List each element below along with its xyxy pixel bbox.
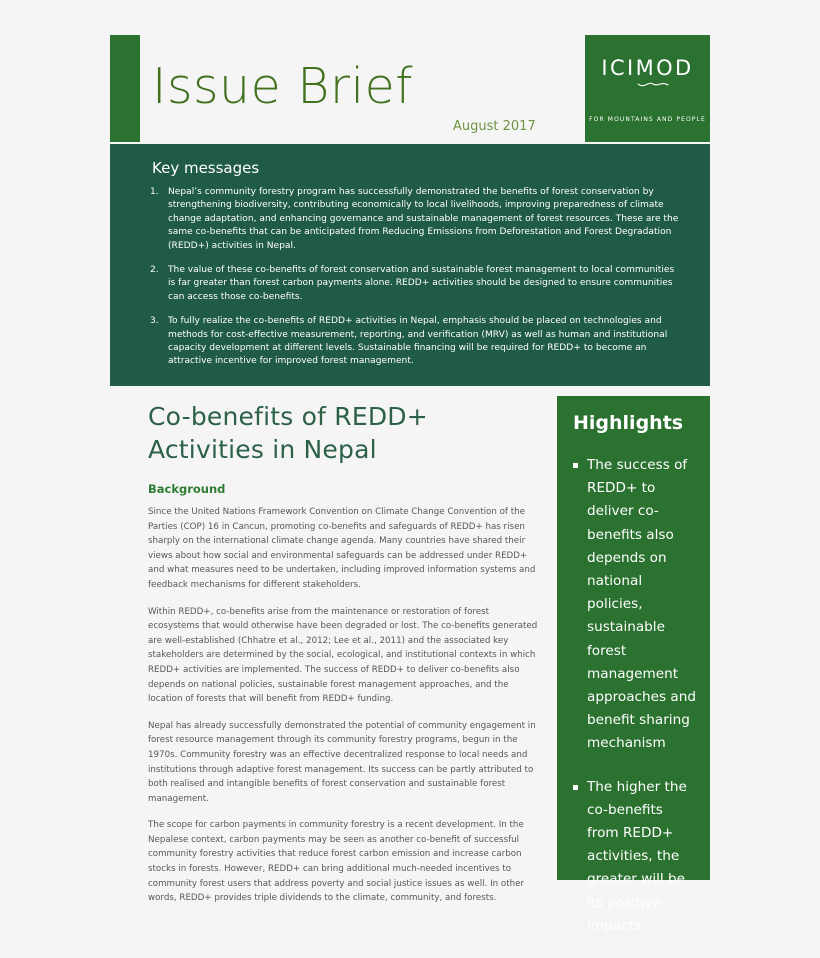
key-message-text: The value of these co-benefits of forest conservation and sustainable forest management to local communities is far greater than forest carbon payments alone. REDD+ activities should be designed to ensure communities can access those co-benefits. <box>168 265 675 302</box>
section-heading-background: Background <box>148 482 226 496</box>
key-messages-panel <box>110 144 710 386</box>
header-accent-stripe <box>110 35 140 142</box>
article-paragraph: Within REDD+, co-benefits arise from the maintenance or restoration of forest ecosystems that would otherwise have been degraded or lost. The co-benefits generated are well-established (Chhatre et al., 2012; Lee et al., 2011) and the associated key stakeholders are determined by the social, ecological, and institutional contexts in which REDD+ activities are implemented. The success of REDD+ to deliver co-benefits also depends on national policies, sustainable forest management approaches, and the location of forests that will benefit from REDD+ funding. <box>148 606 538 705</box>
highlight-text: The success of REDD+ to deliver co-benefits also depends on national policies, sustainable forest management approaches and benefit sharing mechanism <box>587 457 696 752</box>
article-paragraph: Nepal has already successfully demonstrated the potential of community engagement in forest resource management through its community forestry programs, begun in the 1970s. Community forestry was an effective decentralized response to local needs and institutions through adaptive forest management. Its success can be partly attributed to both realised and intangible benefits of forest conservation and sustainable forest management. <box>148 720 536 804</box>
icimod-tagline: FOR MOUNTAINS AND PEOPLE <box>589 116 706 123</box>
key-messages-list <box>150 186 680 380</box>
icimod-logo-block <box>585 35 710 142</box>
issue-date: August 2017 <box>453 119 536 134</box>
article-paragraph: The scope for carbon payments in community forestry is a recent development. In the Nepalese context, carbon payments may be seen as another co-benefit of successful community forestry activities that reduce forest carbon emission and increase carbon stocks in forests. However, REDD+ can bring additional much-needed incentives to community forest users that address poverty and social justice issues as well. In other words, REDD+ provides triple dividends to the climate, community, and forests. <box>148 820 525 904</box>
icimod-wordmark: ICIMOD <box>601 56 694 80</box>
highlights-list <box>573 454 698 958</box>
key-message-item <box>150 186 680 253</box>
document-header <box>110 35 710 142</box>
key-messages-heading: Key messages <box>152 159 260 177</box>
highlight-item <box>573 776 698 938</box>
square-bullet-icon <box>573 785 578 790</box>
highlights-heading: Highlights <box>573 412 684 434</box>
key-message-number: 3. <box>150 316 159 327</box>
wave-swoosh-icon <box>637 81 669 89</box>
highlight-text: The higher the co-benefits from REDD+ activities, the greater will be its positive impacts. <box>587 778 687 934</box>
square-bullet-icon <box>573 463 578 468</box>
highlight-item <box>573 454 698 756</box>
key-message-text: Nepal’s community forestry program has successfully demonstrated the benefits of forest conservation by strengthening biodiversity, contributing economically to local livelihoods, improving preparedness of climate change adaptation, and enhancing governance and sustainable management of forest resources. These are the same co-benefits that can be anticipated from Reducing Emissions from Deforestation and Forest Degradation (REDD+) activities in Nepal. <box>168 187 679 251</box>
key-message-item <box>150 264 680 304</box>
key-message-number: 2. <box>150 265 159 276</box>
key-message-text: To fully realize the co-benefits of REDD+ activities in Nepal, emphasis should be placed on technologies and methods for cost-effective measurement, reporting, and verification (MRV) as well as human and institutional capacity development at different levels. Sustainable financing will be required for REDD+ to become an attractive incentive for improved forest management. <box>168 316 668 367</box>
issue-brief-title: Issue Brief <box>152 58 414 115</box>
key-message-item <box>150 315 680 369</box>
key-message-number: 1. <box>150 187 159 197</box>
highlights-sidebar <box>557 396 710 934</box>
article-column <box>148 400 540 918</box>
article-title: Co-benefits of REDD+ Activities in Nepal <box>148 402 428 464</box>
article-paragraph: Since the United Nations Framework Convention on Climate Change Convention of the Parties (COP) 16 in Cancun, promoting co-benefits and safeguards of REDD+ has risen sharply on the international climate change agenda. Many countries have shared their views about how social and environmental safeguards can be addressed under REDD+ and what measures need to be undertaken, including improved information systems and feedback mechanisms for different stakeholders. <box>148 507 536 590</box>
